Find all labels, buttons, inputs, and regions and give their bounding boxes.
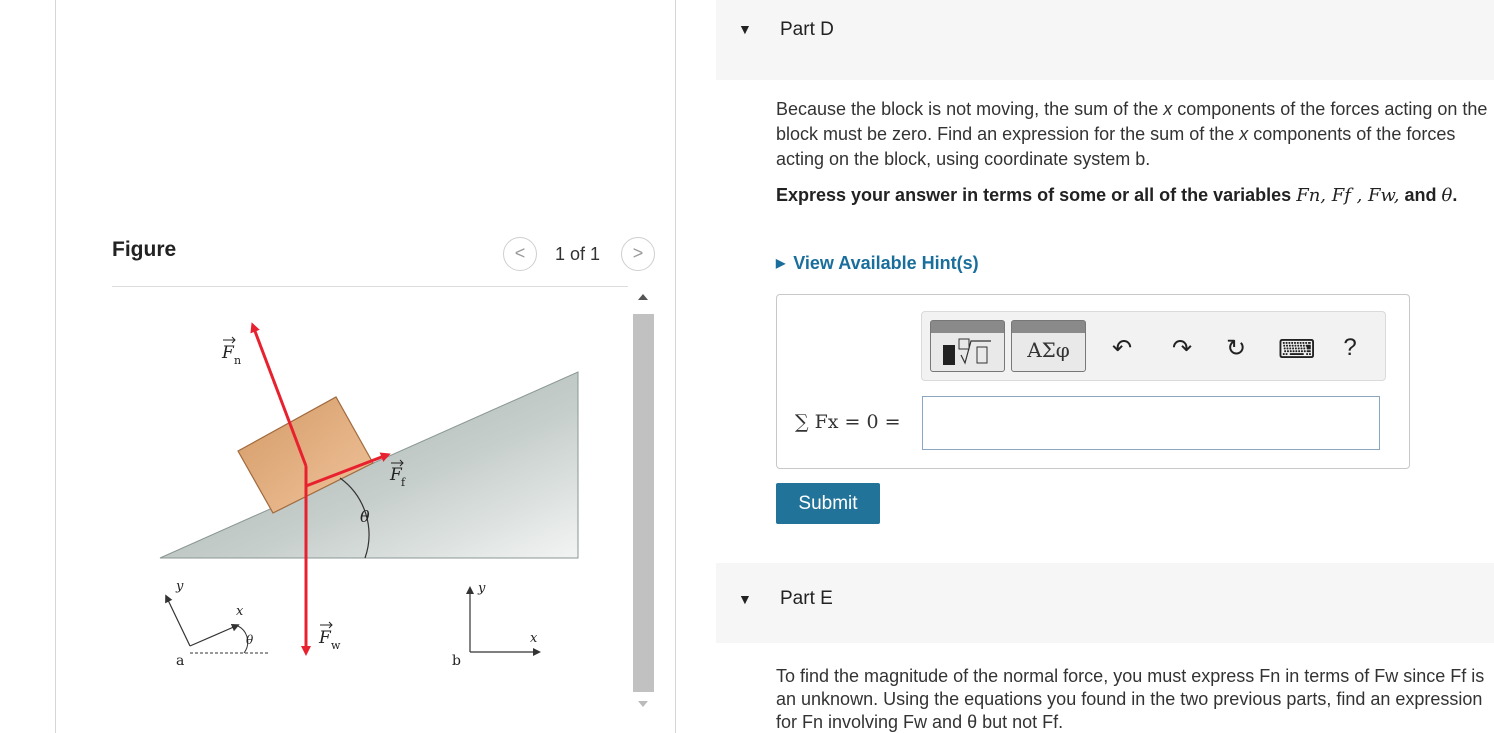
scroll-up-icon[interactable] xyxy=(638,294,648,300)
question-text-2: components of the forces acting on the block must be zero. Find an expression for the sum of the xyxy=(776,99,1488,144)
caret-right-icon: ▶ xyxy=(776,256,786,270)
figure-divider xyxy=(112,286,628,287)
reset-icon[interactable]: ↻ xyxy=(1225,335,1247,362)
fn-label: F xyxy=(222,343,234,363)
keyboard-icon[interactable]: ⌨ xyxy=(1278,334,1316,364)
incline-figure xyxy=(140,300,620,680)
equation-label: ∑ Fx = 0 = xyxy=(795,411,901,433)
fw-label: F xyxy=(319,628,331,648)
scroll-thumb[interactable] xyxy=(633,314,654,692)
figure-pager: 1 of 1 xyxy=(555,244,601,264)
axis-a-x-label: x xyxy=(236,604,244,619)
templates-button[interactable] xyxy=(930,320,1005,372)
instruction-theta: θ xyxy=(1441,185,1453,206)
system-b-label: b xyxy=(452,653,461,669)
ff-subscript: f xyxy=(401,476,406,489)
answer-input[interactable] xyxy=(922,396,1380,450)
undo-icon[interactable]: ↶ xyxy=(1111,335,1133,362)
submit-button[interactable]: Submit xyxy=(776,483,880,524)
prev-figure-button[interactable] xyxy=(503,237,537,271)
part-d-instruction xyxy=(776,183,1492,208)
left-border xyxy=(55,0,56,733)
system-a-label: a xyxy=(176,653,185,669)
axis-a-theta-label: θ xyxy=(246,633,254,647)
redo-icon[interactable]: ↷ xyxy=(1171,335,1193,362)
question-text-3: components of the forces acting on the block, using coordinate system b. xyxy=(776,124,1456,169)
hint-label: View Available Hint(s) xyxy=(793,253,979,273)
view-hints-link[interactable] xyxy=(776,253,979,274)
question-text-1: Because the block is not moving, the sum of the xyxy=(776,99,1164,119)
theta-label: θ xyxy=(360,507,370,526)
scroll-down-icon[interactable] xyxy=(638,701,648,707)
chevron-right-icon: > xyxy=(632,243,644,263)
instruction-and: and xyxy=(1399,185,1442,205)
fn-subscript: n xyxy=(234,354,242,367)
ff-label: F xyxy=(390,465,402,485)
caret-down-icon[interactable]: ▼ xyxy=(738,591,752,607)
templates-icon xyxy=(931,321,1006,373)
panel-divider xyxy=(675,0,676,733)
part-d-question xyxy=(776,97,1492,172)
fw-subscript: w xyxy=(331,639,341,652)
chevron-left-icon: < xyxy=(514,243,526,263)
part-d-title: Part D xyxy=(780,19,834,40)
next-figure-button[interactable] xyxy=(621,237,655,271)
part-e-question: To find the magnitude of the normal force, you must express Fn in terms of Fw since Ff is an unknown. Using the equations you found in the two previous parts, find an expression for Fn involving Fw and θ but not Ff. xyxy=(776,666,1485,732)
caret-down-icon[interactable]: ▼ xyxy=(738,21,752,37)
axis-a-x xyxy=(190,626,236,646)
part-e-title: Part E xyxy=(780,588,833,609)
question-var-x1: x xyxy=(1163,99,1173,119)
greek-symbols-button[interactable] xyxy=(1011,320,1086,372)
question-var-x2: x xyxy=(1239,124,1249,144)
axis-b-y-label: y xyxy=(478,581,486,596)
instruction-end: . xyxy=(1452,185,1458,205)
axis-a-y-label: y xyxy=(176,579,184,594)
axis-b-x-label: x xyxy=(530,631,538,646)
figure-title: Figure xyxy=(112,238,177,261)
instruction-text: Express your answer in terms of some or all of the variables xyxy=(776,185,1297,205)
greek-label: ΑΣφ xyxy=(1027,338,1070,362)
axis-a-y xyxy=(167,598,190,646)
help-icon[interactable]: ? xyxy=(1343,334,1357,361)
instruction-vars: Fn, Ff , Fw, xyxy=(1296,185,1400,206)
